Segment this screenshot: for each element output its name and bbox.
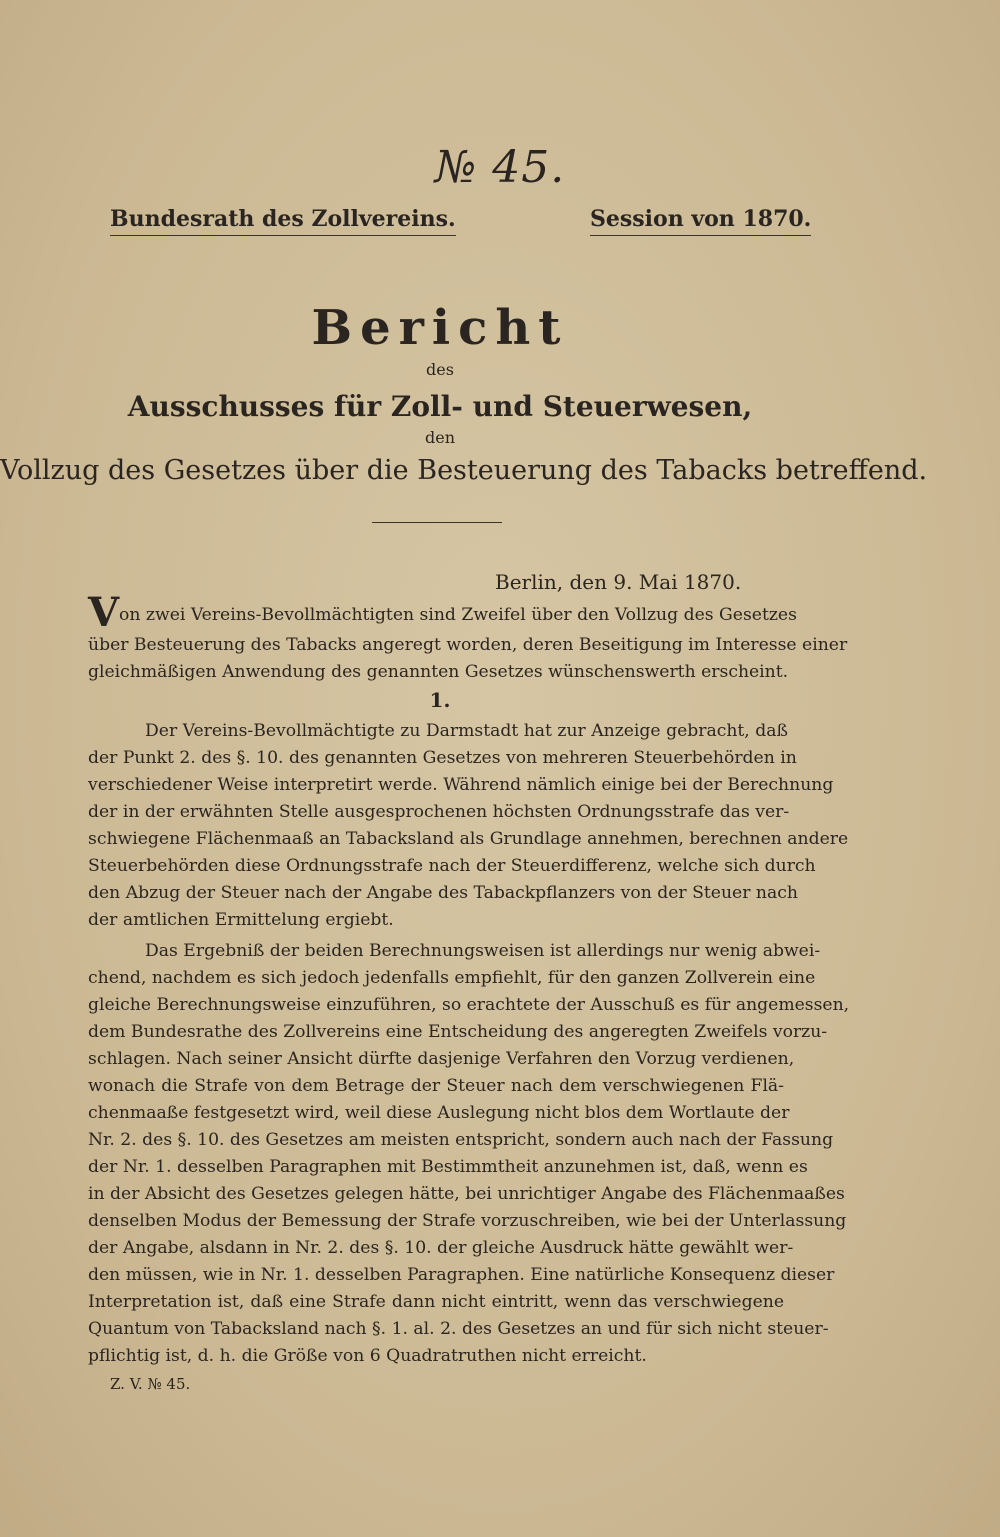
subtitle-den: den [424,428,455,447]
intro-line: Von zwei Vereins-Bevollmächtigten sind Zweifel über den Vollzug des Gesetzes [88,589,797,636]
paragraph-line: pflichtig ist, d. h. die Größe von 6 Quadratruthen nicht erreicht. [88,1346,647,1366]
paragraph-line: wonach die Strafe von dem Betrage der Steuer nach dem verschwiegenen Flä- [88,1076,784,1096]
paragraph-line: der Angabe, alsdann in Nr. 2. des §. 10. der gleiche Ausdruck hätte gewählt wer- [88,1238,794,1258]
paragraph-line: in der Absicht des Gesetzes gelegen hätte, bei unrichtiger Angabe des Flächenmaaßes [88,1184,845,1204]
paragraph-line: chenmaaße festgesetzt wird, weil diese Auslegung nicht blos dem Wortlaute der [88,1103,790,1123]
header-session: Session von 1870. [590,206,811,236]
paragraph-line: gleiche Berechnungsweise einzuführen, so erachtete der Ausschuß es für angemessen, [88,995,850,1015]
paragraph-line: Das Ergebniß der beiden Berechnungsweisen ist allerdings nur wenig abwei- [145,941,821,961]
intro-line: gleichmäßigen Anwendung des genannten Gesetzes wünschenswerth erscheint. [88,662,789,682]
paragraph-line: Steuerbehörden diese Ordnungsstrafe nach der Steuerdifferenz, welche sich durch [88,856,816,876]
subtitle-vollzug: Vollzug des Gesetzes über die Besteuerung des Tabacks betreffend. [0,455,928,486]
paragraph-line: Der Vereins-Bevollmächtigte zu Darmstadt hat zur Anzeige gebracht, daß [145,721,788,741]
paragraph-line: den Abzug der Steuer nach der Angabe des Tabackpflanzers von der Steuer nach [88,883,798,903]
title-divider [372,522,502,523]
paragraph-line: schwiegene Flächenmaaß an Tabacksland als Grundlage annehmen, berechnen andere [88,829,849,849]
subtitle-ausschuss: Ausschusses für Zoll- und Steuerwesen, [127,390,753,423]
paragraph-line: verschiedener Weise interpretirt werde. Während nämlich einige bei der Berechnung [88,775,834,795]
header-bundesrath: Bundesrath des Zollvereins. [110,206,456,236]
document-number: № 45. [434,142,566,193]
intro-line: über Besteuerung des Tabacks angeregt worden, deren Beseitigung im Interesse einer [88,635,848,655]
dateline: Berlin, den 9. Mai 1870. [495,570,742,594]
footer-signature: Z. V. № 45. [110,1375,191,1393]
paragraph-line: schlagen. Nach seiner Ansicht dürfte dasjenige Verfahren den Vorzug verdienen, [88,1049,795,1069]
paragraph-line: den müssen, wie in Nr. 1. desselben Paragraphen. Eine natürliche Konsequenz dieser [88,1265,835,1285]
dropcap: V [88,589,120,636]
paragraph-line: denselben Modus der Bemessung der Strafe vorzuschreiben, wie bei der Unterlassung [88,1211,847,1231]
paragraph-line: der Nr. 1. desselben Paragraphen mit Bestimmtheit anzunehmen ist, daß, wenn es [88,1157,808,1177]
paragraph-line: chend, nachdem es sich jedoch jedenfalls empfiehlt, für den ganzen Zollverein eine [88,968,816,988]
subtitle-des: des [426,360,454,379]
paragraph-line: der Punkt 2. des §. 10. des genannten Gesetzes von mehreren Steuerbehörden in [88,748,797,768]
paragraph-line: Interpretation ist, daß eine Strafe dann nicht eintritt, wenn das verschwiegene [88,1292,784,1312]
paragraph-line: Quantum von Tabacksland nach §. 1. al. 2. des Gesetzes an und für sich nicht steuer- [88,1319,829,1339]
paragraph-line: der in der erwähnten Stelle ausgesprochenen höchsten Ordnungsstrafe das ver- [88,802,790,822]
paragraph-line: dem Bundesrathe des Zollvereins eine Entscheidung des angeregten Zweifels vorzu- [88,1022,828,1042]
paragraph-line: Nr. 2. des §. 10. des Gesetzes am meisten entspricht, sondern auch nach der Fassung [88,1130,834,1150]
section-number: 1. [429,688,451,712]
document-title: Bericht [311,300,569,356]
paragraph-line: der amtlichen Ermittelung ergiebt. [88,910,394,930]
